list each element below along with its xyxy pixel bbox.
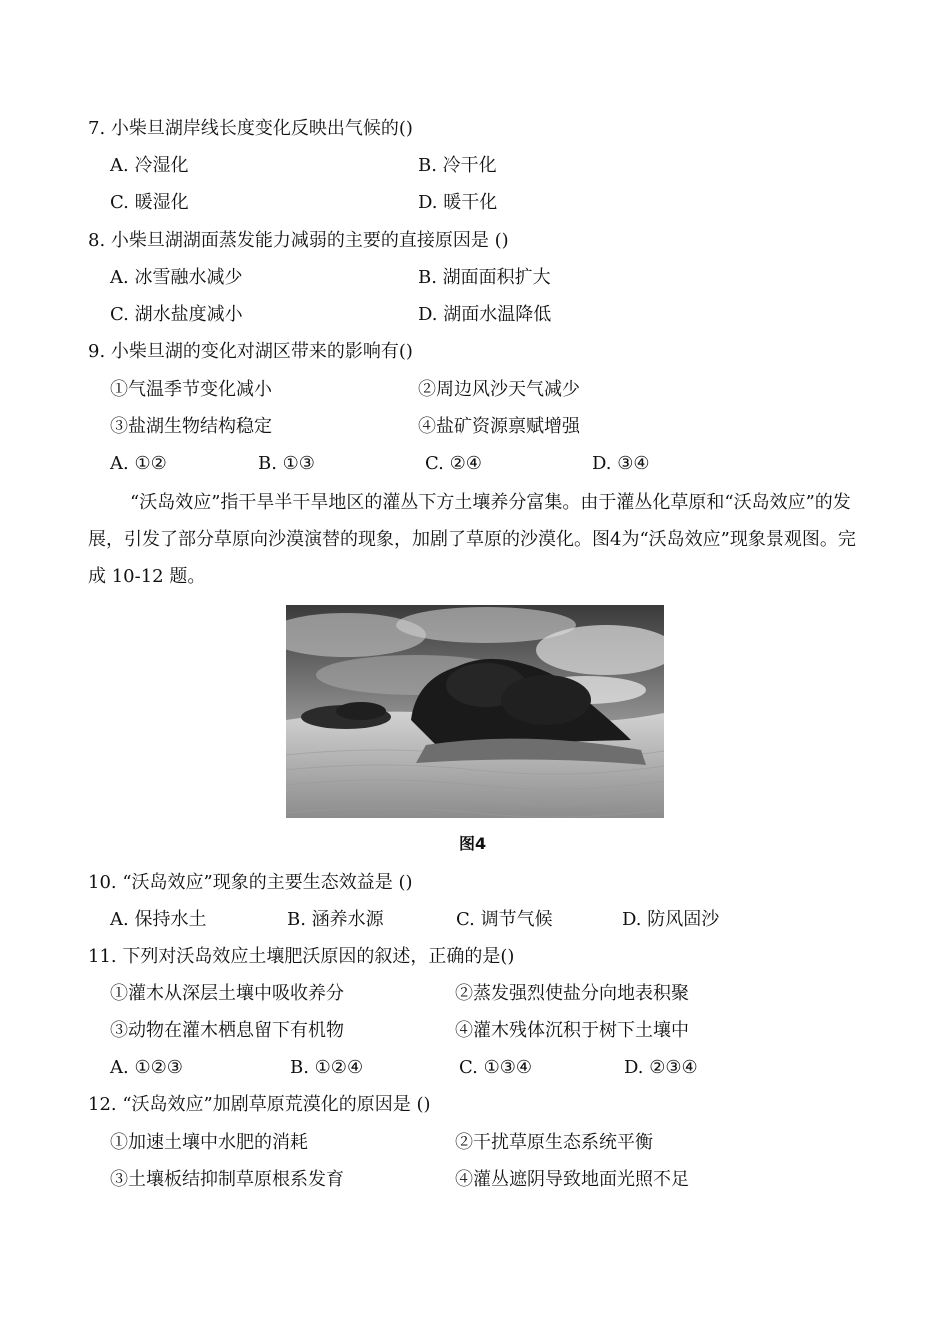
passage-text: “沃岛效应”指干旱半干旱地区的灌丛下方土壤养分富集。由于灌丛化草原和“沃岛效应”的发展，引发了部分草原向沙漠演替的现象，加剧了草原的沙漠化。图4为“沃岛效应”现象景观图。完成 10-12 题。 [88, 492, 856, 587]
q10-option-a: A. 保持水土 [110, 909, 207, 930]
q7-option-b: B. 冷干化 [418, 155, 497, 176]
q9-option-d: D. ③④ [592, 453, 650, 474]
q12-statement-3: ③土壤板结抑制草原根系发育 [110, 1169, 344, 1190]
q11-option-a: A. ①②③ [110, 1057, 183, 1078]
q9-stem: 9. 小柴旦湖的变化对湖区带来的影响有() [88, 341, 413, 362]
q10-option-c: C. 调节气候 [456, 909, 553, 930]
q11-option-d: D. ②③④ [624, 1057, 698, 1078]
q8-option-d: D. 湖面水温降低 [418, 304, 552, 325]
q12-statement-1: ①加速土壤中水肥的消耗 [110, 1132, 308, 1153]
q12-statement-4: ④灌丛遮阴导致地面光照不足 [455, 1169, 689, 1190]
q11-statement-2: ②蒸发强烈使盐分向地表积聚 [455, 983, 689, 1004]
q11-option-b: B. ①②④ [290, 1057, 364, 1078]
q9-statement-1: ①气温季节变化减小 [110, 379, 272, 400]
q12-stem: 12. “沃岛效应”加剧草原荒漠化的原因是 () [88, 1094, 431, 1115]
q11-statement-1: ①灌木从深层土壤中吸收养分 [110, 983, 344, 1004]
q11-statement-4: ④灌木残体沉积于树下土壤中 [455, 1020, 689, 1041]
q12-statement-2: ②干扰草原生态系统平衡 [455, 1132, 653, 1153]
q11-statement-3: ③动物在灌木栖息留下有机物 [110, 1020, 344, 1041]
figure-caption: 图4 [459, 834, 487, 853]
q8-option-a: A. 冰雪融水减少 [110, 267, 243, 288]
q9-statement-3: ③盐湖生物结构稳定 [110, 416, 272, 437]
q9-statement-4: ④盐矿资源禀赋增强 [418, 416, 580, 437]
q9-option-b: B. ①③ [258, 453, 315, 474]
q8-option-c: C. 湖水盐度减小 [110, 304, 243, 325]
q7-option-a: A. 冷湿化 [110, 155, 189, 176]
q9-statement-2: ②周边风沙天气减少 [418, 379, 580, 400]
q8-stem: 8. 小柴旦湖湖面蒸发能力减弱的主要的直接原因是 () [88, 230, 509, 251]
q11-option-c: C. ①③④ [459, 1057, 532, 1078]
q7-option-d: D. 暖干化 [418, 192, 498, 213]
q9-option-c: C. ②④ [425, 453, 482, 474]
q10-option-b: B. 涵养水源 [287, 909, 384, 930]
q11-stem: 11. 下列对沃岛效应土壤肥沃原因的叙述，正确的是() [88, 946, 515, 967]
q7-stem: 7. 小柴旦湖岸线长度变化反映出气候的() [88, 118, 413, 139]
q7-option-c: C. 暖湿化 [110, 192, 189, 213]
q10-option-d: D. 防风固沙 [622, 909, 720, 930]
q8-option-b: B. 湖面面积扩大 [418, 267, 551, 288]
q9-option-a: A. ①② [110, 453, 167, 474]
figure-4-photo [286, 605, 664, 818]
desert-shrub-photo [286, 605, 664, 818]
q10-stem: 10. “沃岛效应”现象的主要生态效益是 () [88, 872, 413, 893]
